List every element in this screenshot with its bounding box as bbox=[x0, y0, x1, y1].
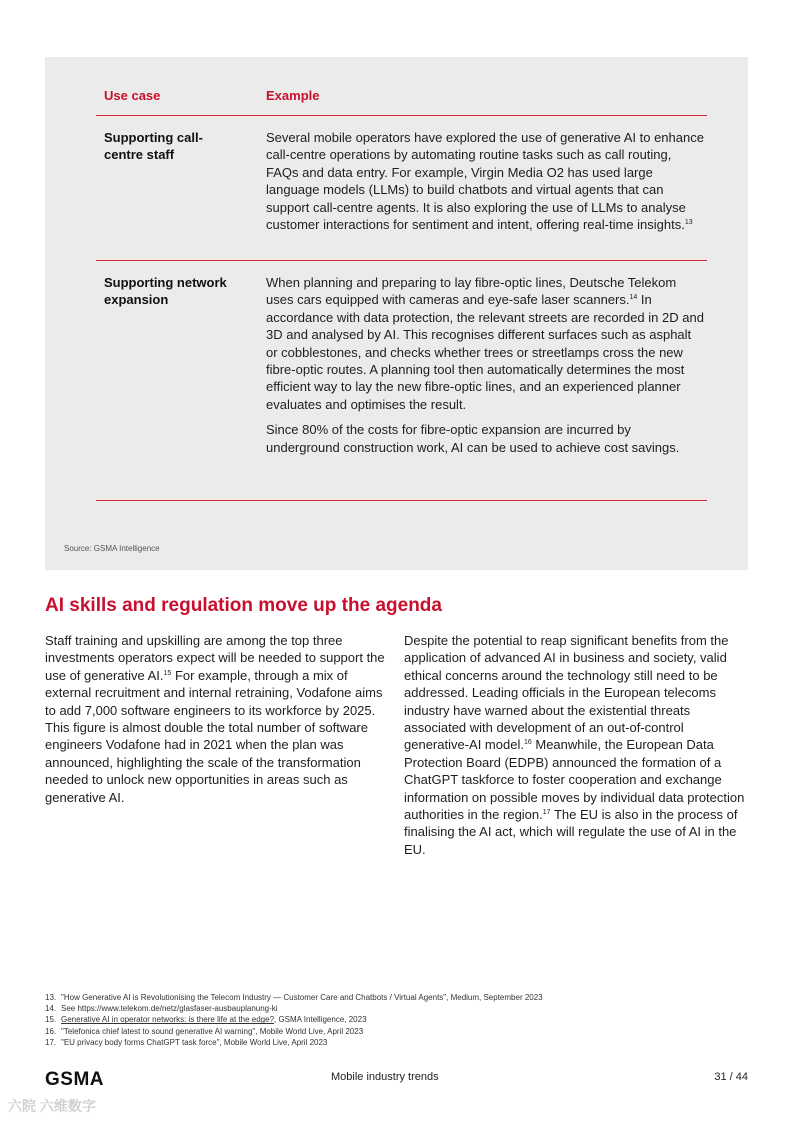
page-footer bbox=[45, 1068, 748, 1090]
gsma-logo: GSMA bbox=[45, 1069, 104, 1090]
table-row bbox=[96, 116, 707, 261]
page-number: 31 / 44 bbox=[714, 1071, 748, 1083]
header-use-case: Use case bbox=[104, 88, 161, 103]
use-case-label: Supporting network expansion bbox=[104, 275, 227, 308]
footnote: 13. "How Generative AI is Revolutionising the Telecom Industry — Customer Care and Chatbots / Virtual Agents", Medium, September 2023 bbox=[45, 993, 543, 1002]
table-source: Source: GSMA Intelligence bbox=[64, 544, 160, 553]
section-heading: AI skills and regulation move up the agenda bbox=[45, 595, 442, 616]
body-column-left: Staff training and upskilling are among the top three investments operators expect will be needed to support the use of generative AI.$^{15}$ For example, through a mix of external recruitment and internal retraining, Vodafone aims to add 7,000 software engineers to its workforce by 2025. This figure is almost double the total number of software engineers Vodafone had in 2021 when the plan was announced, highlighting the scale of the transformation needed to unlock new opportunities in areas such as generative AI. bbox=[45, 633, 385, 805]
footnote: 16. "Telefonica chief latest to sound generative AI warning", Mobile World Live, April 2023 bbox=[45, 1026, 364, 1036]
example-text: When planning and preparing to lay fibre-optic lines, Deutsche Telekom uses cars equipped with cameras and eye-safe laser scanners.$^{14}$ In accordance with data protection, the relevant streets are recorded in 2D and 3D and analysed by AI. This recognises different surfaces such as asphalt or cobblestones, and checks whether trees or streetlamps cross the new fibre-optic routes. A planning tool then automatically determines the most efficient way to lay the new fibre-optic lines, and an experienced planner evaluates and optimises the result. Since 80% of the costs for fibre-optic expansion are incurred by underground construction work, AI can be used to achieve cost savings. bbox=[266, 275, 704, 455]
table-header bbox=[96, 87, 707, 116]
use-case-label: Supporting call-centre staff bbox=[104, 130, 203, 163]
footnote: 15. Generative AI in operator networks: is there life at the edge?, GSMA Intelligence, 2023 bbox=[45, 1015, 367, 1025]
footnote: 14. See https://www.telekom.de/netz/glasfaser-ausbauplanung-ki bbox=[45, 1004, 278, 1014]
footnotes bbox=[45, 992, 745, 1048]
footnote-link[interactable]: Generative AI in operator networks: is there life at the edge? bbox=[61, 1015, 275, 1025]
table-row bbox=[96, 261, 707, 501]
use-case-table bbox=[96, 87, 707, 501]
example-text: Several mobile operators have explored the use of generative AI to enhance call-centre operations by automating routine tasks such as call routing, FAQs and data entry. For example, Virgin Media O2 has used large language models (LLMs) to build chatbots and virtual agents that can support call-centre agents. It is also exploring the use of LLMs to analyse customer interactions for sentiment and intent, offering real-time insights.$^{13}$ bbox=[266, 130, 704, 233]
header-example: Example bbox=[266, 88, 320, 103]
watermark: 六院 六维数字 bbox=[8, 1098, 96, 1114]
use-case-panel bbox=[45, 57, 748, 570]
footnote: 17. "EU privacy body forms ChatGPT task force", Mobile World Live, April 2023 bbox=[45, 1037, 328, 1047]
body-column-right: Despite the potential to reap significant benefits from the application of advanced AI in business and society, valid ethical concerns around the technology still need to be addressed. Leading officials in the European telecoms industry have warned about the existential threats associated with development of an out-of-control generative-AI model.$^{16}$ Meanwhile, the European Data Protection Board (EDPB) announced the formation of a ChatGPT taskforce to foster cooperation and exchange information on possible moves by individual data protection authorities in the region.$^{17}$ The EU is also in the process of finalising the AI act, which will regulate the use of AI in the EU. bbox=[404, 633, 745, 857]
footer-title: Mobile industry trends bbox=[331, 1071, 439, 1083]
